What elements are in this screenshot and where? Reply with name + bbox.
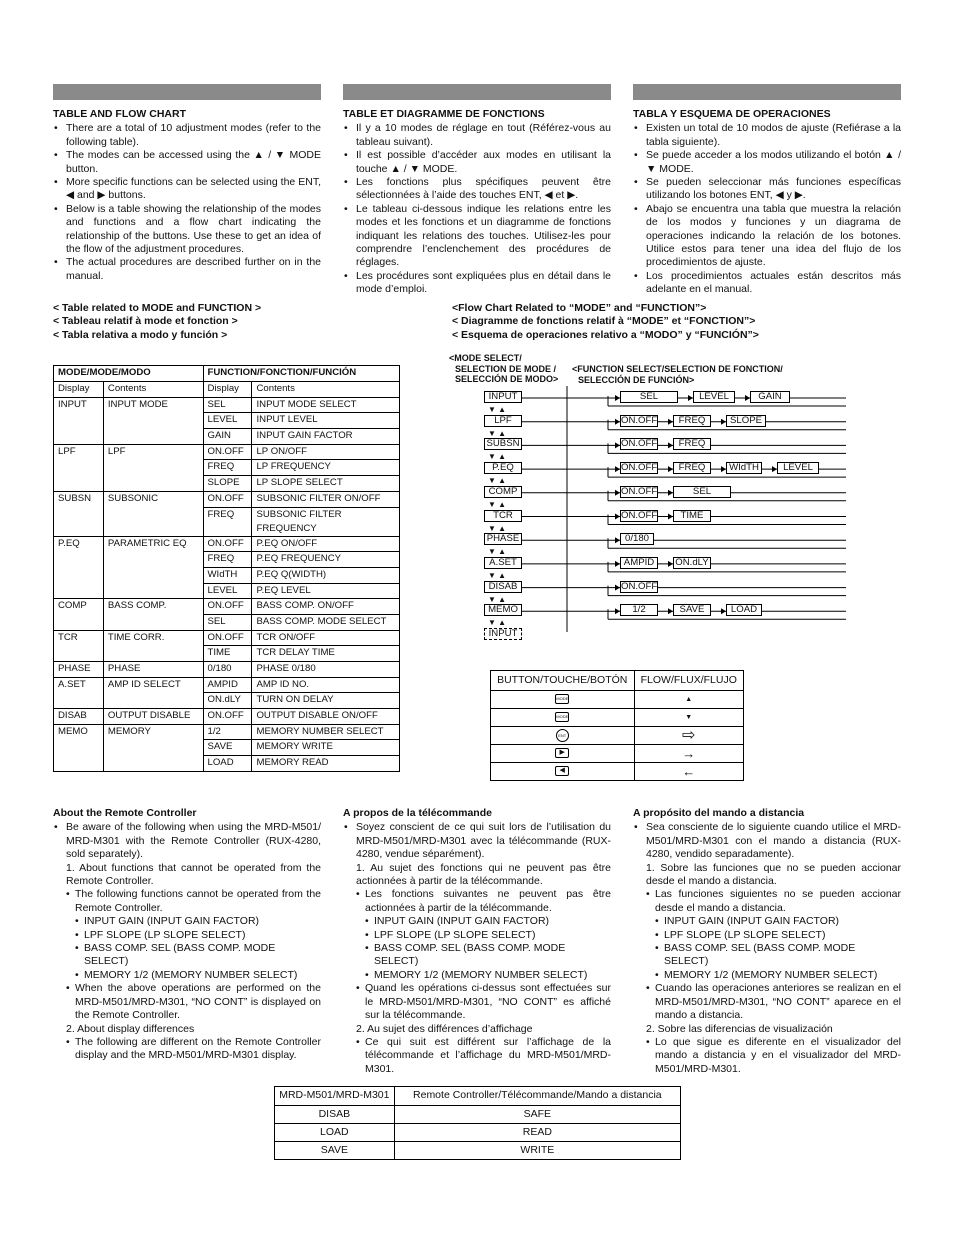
table-cell: SUBSONIC FILTER FREQUENCY	[252, 507, 400, 536]
right-key-icon: ▶	[555, 748, 569, 758]
mode-down-key-icon: MODE	[555, 712, 569, 722]
table-cell	[54, 756, 104, 772]
flow-title-en: <Flow Chart Related to “MODE” and “FUNCTION”>	[452, 302, 707, 314]
sub-item: • The following functions cannot be operated from the Remote Controller.	[53, 888, 321, 915]
table-row	[54, 662, 400, 678]
sub-item: • Cuando las operaciones anteriores se realizan en el MRD-M501/MRD-M301, “NO CONT” aparece en el mando a distancia.	[633, 982, 901, 1022]
table-row: SAVE WRITE	[275, 1142, 681, 1160]
flow-function-box: WIdTH	[726, 462, 762, 474]
flow-title-fr: < Diagramme de fonctions relatif à “MODE” et “FONCTION”>	[452, 315, 756, 328]
flow-mode-box: P.EQ	[484, 462, 522, 474]
table-cell: MEMORY WRITE	[252, 740, 400, 756]
table-row	[54, 709, 400, 725]
table-row: LOAD READ	[275, 1124, 681, 1142]
table-row	[54, 756, 400, 772]
table-cell: WIdTH	[203, 567, 252, 583]
button-flow-table	[490, 670, 744, 781]
table-cell: AMP ID NO.	[252, 677, 400, 693]
flow-mode-box: LPF	[484, 415, 522, 427]
table-cell: MEMORY READ	[252, 756, 400, 772]
table-cell	[103, 693, 203, 709]
sub-head: Contents	[252, 382, 400, 398]
table-cell: LEVEL	[203, 583, 252, 599]
table-cell: FREQ	[203, 507, 252, 536]
table-cell: OUTPUT DISABLE	[103, 709, 203, 725]
remote-title: About the Remote Controller	[53, 807, 197, 819]
flow-left-arrow: ←	[634, 763, 744, 781]
flow-up-down-icon: ▼ ▲	[488, 499, 507, 509]
table-cell: TCR DELAY TIME	[252, 646, 400, 662]
table-cell: LOAD	[203, 756, 252, 772]
numbered-item: 2. Au sujet des différences d’affichage	[356, 1022, 533, 1035]
flow-function-box: LEVEL	[693, 391, 735, 403]
table-cell	[103, 756, 203, 772]
flow-function-box: ON.OFF	[621, 485, 658, 497]
sub-item: • When the above operations are performed on the MRD-M501/MRD-M301, “NO CONT” is displayed on the Remote Controller.	[53, 982, 321, 1022]
sub-head: Contents	[103, 382, 203, 398]
numbered-item: 1. Au sujet des fonctions qui ne peuvent pas être actionnées à partir de la télécommande.	[356, 861, 611, 888]
remote-title: A propos de la télécommande	[343, 807, 492, 819]
table-cell: AMP ID SELECT	[103, 677, 203, 693]
table-cell: MEMORY NUMBER SELECT	[252, 724, 400, 740]
table-cell: ON.OFF	[203, 599, 252, 615]
flow-function-box: ON.OFF	[621, 414, 658, 426]
flow-function-box: FREQ	[673, 462, 711, 474]
table-cell: LP ON/OFF	[252, 444, 400, 460]
table-cell: SUBSONIC	[103, 491, 203, 507]
sub-head: Display	[54, 382, 104, 398]
flow-function-box: ON.OFF	[621, 462, 658, 474]
list-item: • Les fonctions plus spécifiques peuvent être sélectionnées à l’aide des touches ENT, ◀ et ▶.	[343, 176, 611, 203]
flow-up-down-icon: ▼ ▲	[488, 476, 507, 486]
list-item: • Les procédures sont expliquées plus en détail dans le mode d’emploi.	[343, 270, 611, 297]
table-cell: OUTPUT DISABLE ON/OFF	[252, 709, 400, 725]
table-row	[54, 724, 400, 740]
list-item: • The actual procedures are described further on in the manual.	[53, 256, 321, 283]
flow-head: FLOW/FLUX/FLUJO	[634, 671, 744, 691]
table-cell: AMPID	[203, 677, 252, 693]
flow-mode-box: MEMO	[484, 604, 522, 616]
sub-sub-item: • MEMORY 1/2 (MEMORY NUMBER SELECT)	[53, 969, 321, 982]
flow-function-box: ON.OFF	[621, 509, 658, 521]
table-cell: TIME CORR.	[103, 630, 203, 646]
flow-function-box: FREQ	[673, 415, 711, 427]
sub-item: • Quand les opérations ci-dessus sont effectuées sur le MRD-M501/MRD-M301, “NO CONT” es affiché sur la télécommande.	[343, 982, 611, 1022]
table-cell	[54, 693, 104, 709]
sub-sub-item: • BASS COMP. SEL (BASS COMP. MODE SELECT)	[343, 942, 611, 969]
table-row	[54, 693, 400, 709]
table-cell	[103, 740, 203, 756]
table-cell: SLOPE	[203, 476, 252, 492]
flow-up-down-icon: ▼ ▲	[488, 405, 507, 414]
table-cell: FREQ	[203, 460, 252, 476]
section-title: TABLA Y ESQUEMA DE OPERACIONES	[633, 108, 831, 120]
sub-item: • Las funciones siguientes no se pueden accionar desde el mando a distancia.	[633, 888, 901, 915]
flow-down-arrow: ▼	[634, 709, 744, 727]
list-item: • More specific functions can be selected using the ENT, ◀ and ▶ buttons.	[53, 176, 321, 203]
flow-mode-box: INPUT	[484, 628, 522, 640]
list-item: • Se pueden seleccionar más funciones específicas utilizando los botones ENT, ◀ y ▶.	[633, 176, 901, 203]
remote-en	[53, 807, 321, 1063]
table-cell: SEL	[203, 397, 252, 413]
flow-function-box: LOAD	[726, 604, 762, 616]
flow-mode-box: TCR	[484, 510, 522, 522]
mode-up-key-icon: MODE	[555, 694, 569, 704]
flow-up-down-icon: ▼ ▲	[488, 428, 507, 438]
flow-up-down-icon: ▼ ▲	[488, 452, 507, 462]
table-cell: MEMORY	[103, 724, 203, 740]
table-cell: LPF	[54, 444, 104, 460]
table-cell: PHASE 0/180	[252, 662, 400, 678]
table-row: DISAB SAFE	[275, 1106, 681, 1124]
table-cell: MEMO	[54, 724, 104, 740]
table-cell: BASS COMP. ON/OFF	[252, 599, 400, 615]
table-cell: ON.OFF	[203, 536, 252, 552]
remote-fr	[343, 807, 611, 1076]
table-row	[54, 740, 400, 756]
sub-sub-item: • MEMORY 1/2 (MEMORY NUMBER SELECT)	[633, 969, 901, 982]
table-cell: ON.OFF	[203, 491, 252, 507]
table-cell: INPUT MODE	[103, 397, 203, 413]
flow-mode-box: INPUT	[484, 391, 522, 403]
flow-up-arrow: ▲	[634, 691, 744, 709]
numbered-item: 1. About functions that cannot be operated from the Remote Controller.	[66, 861, 321, 888]
sub-item: • Les fonctions suivantes ne peuvent pas être actionnées à partir de la télécommande.	[343, 888, 611, 915]
table-title-en: < Table related to MODE and FUNCTION >	[53, 302, 262, 314]
table-cell: P.EQ LEVEL	[252, 583, 400, 599]
list-item: • There are a total of 10 adjustment modes (refer to the following table).	[53, 122, 321, 149]
table-title-es: < Tabla relativa a modo y función >	[53, 328, 228, 341]
table-cell: INPUT GAIN FACTOR	[252, 429, 400, 445]
list-item: • Be aware of the following when using the MRD-M501/ MRD-M301 with the Remote Controller (RUX-4280, sold separately).	[53, 821, 321, 861]
flow-function-box: ON.OFF	[621, 438, 658, 450]
table-cell: DISAB	[54, 709, 104, 725]
table-cell: ON.dLY	[203, 693, 252, 709]
sub-head: Display	[203, 382, 252, 398]
table-cell: P.EQ Q(WIDTH)	[252, 567, 400, 583]
flow-function-box: ON.OFF	[621, 580, 658, 592]
table-cell: P.EQ FREQUENCY	[252, 552, 400, 568]
flow-mode-box: PHASE	[484, 533, 522, 545]
flow-function-box: SAVE	[673, 604, 711, 616]
sub-sub-item: • INPUT GAIN (INPUT GAIN FACTOR)	[633, 915, 901, 928]
table-cell: INPUT	[54, 397, 104, 413]
list-item: • Sea consciente de lo siguiente cuando utilice el MRD-M501/MRD-M301 con el mando a distancia (RUX-4280, vendido separadamente).	[633, 821, 901, 861]
flow-enter-arrow: ⇨	[634, 727, 744, 745]
remote-title: A propósito del mando a distancia	[633, 807, 805, 819]
section-title: TABLE ET DIAGRAMME DE FONCTIONS	[343, 108, 545, 120]
table-cell: FREQ	[203, 552, 252, 568]
flow-mode-box: SUBSN	[484, 438, 522, 450]
flow-mode-box: DISAB	[484, 581, 522, 593]
table-title-fr: < Tableau relatif à mode et fonction >	[53, 315, 238, 328]
remote-display-table	[274, 1086, 681, 1160]
table-cell: TURN ON DELAY	[252, 693, 400, 709]
list-item: • Soyez conscient de ce qui suit lors de l’utilisation du MRD-M501/MRD-M301 avec la télécommande (RUX-4280, vendue séparément).	[343, 821, 611, 861]
table-cell: INPUT MODE SELECT	[252, 397, 400, 413]
flow-up-down-icon: ▼ ▲	[488, 618, 507, 628]
sub-item: • Ce qui suit est différent sur l’affichage de la télécommande et l’affichage du MRD-M501/MRD-M301.	[343, 1036, 611, 1076]
flow-function-box: ON.dLY	[673, 557, 711, 569]
numbered-item: 2. Sobre las diferencias de visualización	[646, 1022, 833, 1035]
flow-function-box: 0/180	[620, 533, 654, 545]
flow-right-arrow: →	[634, 745, 744, 763]
table-cell: INPUT LEVEL	[252, 413, 400, 429]
table-cell: SAVE	[203, 740, 252, 756]
flow-up-down-icon: ▼ ▲	[488, 547, 507, 557]
sub-item: • The following are different on the Remote Controller display and the MRD-M501/MRD-M301 display.	[53, 1036, 321, 1063]
ent-key-icon: ENT	[556, 729, 569, 742]
flow-function-box: TIME	[673, 510, 711, 522]
table-cell: SUBSN	[54, 491, 104, 507]
table-row	[54, 677, 400, 693]
flow-function-box: 1/2	[620, 604, 658, 616]
flow-function-box: SLOPE	[726, 415, 766, 427]
table-cell: LPF	[103, 444, 203, 460]
flow-function-box: SEL	[620, 391, 678, 403]
table-cell: BASS COMP.	[103, 599, 203, 615]
flow-function-box: SEL	[673, 486, 731, 498]
flow-mode-box: COMP	[484, 486, 522, 498]
flow-up-down-icon: ▼ ▲	[488, 594, 507, 604]
remote-table-head: Remote Controller/Télécommande/Mando a distancia	[394, 1087, 680, 1106]
section-title: TABLE AND FLOW CHART	[53, 108, 186, 120]
table-cell: TCR ON/OFF	[252, 630, 400, 646]
sub-sub-item: • BASS COMP. SEL (BASS COMP. MODE SELECT)	[633, 942, 901, 969]
list-item: • Below is a table showing the relationship of the modes and functions and a flow chart indicating the relationship of the buttons. Use these to get an idea of the flow of the adjustment procedures.	[53, 203, 321, 257]
remote-es	[633, 807, 901, 1076]
sub-sub-item: • MEMORY 1/2 (MEMORY NUMBER SELECT)	[343, 969, 611, 982]
table-cell: SUBSONIC FILTER ON/OFF	[252, 491, 400, 507]
flow-mode-box: A.SET	[484, 557, 522, 569]
list-item: • Il y a 10 modes de réglage en tout (Référez-vous au tableau suivant).	[343, 122, 611, 149]
table-cell: COMP	[54, 599, 104, 615]
sub-sub-item: • INPUT GAIN (INPUT GAIN FACTOR)	[343, 915, 611, 928]
table-cell: LP FREQUENCY	[252, 460, 400, 476]
list-item: • Existen un total de 10 modos de ajuste (Refiérase a la tabla siguiente).	[633, 122, 901, 149]
function-head: FUNCTION/FONCTION/FUNCIÓN	[203, 366, 400, 382]
table-cell: LP SLOPE SELECT	[252, 476, 400, 492]
list-item: • Il est possible d’accéder aux modes en utilisant la touche ▲ / ▼ MODE.	[343, 149, 611, 176]
list-item: • The modes can be accessed using the ▲ / ▼ MODE button.	[53, 149, 321, 176]
table-cell: LEVEL	[203, 413, 252, 429]
sub-sub-item: • LPF SLOPE (LP SLOPE SELECT)	[343, 929, 611, 942]
flow-function-box: FREQ	[673, 438, 711, 450]
remote-table-head: MRD-M501/MRD-M301	[275, 1087, 395, 1106]
flow-function-box: AMPID	[620, 557, 658, 569]
table-cell: GAIN	[203, 429, 252, 445]
table-cell: PHASE	[54, 662, 104, 678]
mode-head: MODE/MODE/MODO	[54, 366, 204, 382]
flow-up-down-icon: ▼ ▲	[488, 570, 507, 580]
table-cell: ON.OFF	[203, 444, 252, 460]
list-item: • Se puede acceder a los modos utilizando el botón ▲ / ▼ MODE.	[633, 149, 901, 176]
sub-sub-item: • LPF SLOPE (LP SLOPE SELECT)	[53, 929, 321, 942]
list-item: • Abajo se encuentra una tabla que muestra la relación de los modos y funciones y un diagrama de operaciones indicando la relación de los botones. Utilice estos para tener una idea del flujo de los procedimientos de ajuste.	[633, 203, 901, 270]
numbered-item: 2. About display differences	[66, 1022, 195, 1035]
sub-item: • Lo que sigue es diferente en el visualizador del mando a distancia y en el visualizador del MRD-M501/MRD-M301.	[633, 1036, 901, 1076]
table-cell: BASS COMP. MODE SELECT	[252, 614, 400, 630]
button-head: BUTTON/TOUCHE/BOTÓN	[491, 671, 635, 691]
table-cell	[54, 740, 104, 756]
table-cell: PHASE	[103, 662, 203, 678]
table-cell: 0/180	[203, 662, 252, 678]
table-cell: ON.OFF	[203, 630, 252, 646]
table-cell: A.SET	[54, 677, 104, 693]
table-cell: 1/2	[203, 724, 252, 740]
table-cell: PARAMETRIC EQ	[103, 536, 203, 552]
list-item: • Le tableau ci-dessous indique les relations entre les modes et les fonctions et un diagramme de fonctions indiquant les relations des touches. Utilisez-les pour comprendre l’enclenchement des procédures de réglages.	[343, 203, 611, 270]
table-cell: TIME	[203, 646, 252, 662]
numbered-item: 1. Sobre las funciones que no se pueden accionar desde el mando a distancia.	[646, 861, 901, 888]
table-cell: P.EQ	[54, 536, 104, 552]
table-cell: TCR	[54, 630, 104, 646]
flow-function-box: LEVEL	[777, 462, 819, 474]
table-cell: ON.OFF	[203, 709, 252, 725]
flow-function-box: GAIN	[750, 391, 790, 403]
table-cell: P.EQ ON/OFF	[252, 536, 400, 552]
sub-sub-item: • INPUT GAIN (INPUT GAIN FACTOR)	[53, 915, 321, 928]
flow-up-down-icon: ▼ ▲	[488, 523, 507, 533]
flow-mode-head: <MODE SELECT/ SELECTION DE MODE / SELECCIÓN DE MODO>	[449, 353, 559, 384]
flow-title-es: < Esquema de operaciones relativo a “MODO” y “FUNCIÓN”>	[452, 328, 759, 341]
list-item: • Los procedimientos actuales están descritos más adelante en el manual.	[633, 270, 901, 297]
sub-sub-item: • BASS COMP. SEL (BASS COMP. MODE SELECT)	[53, 942, 321, 969]
left-key-icon: ◀	[555, 766, 569, 776]
flow-func-head: <FUNCTION SELECT/SELECTION DE FONCTION/ SELECCIÓN DE FUNCIÓN>	[572, 364, 783, 385]
table-cell: SEL	[203, 614, 252, 630]
sub-sub-item: • LPF SLOPE (LP SLOPE SELECT)	[633, 929, 901, 942]
